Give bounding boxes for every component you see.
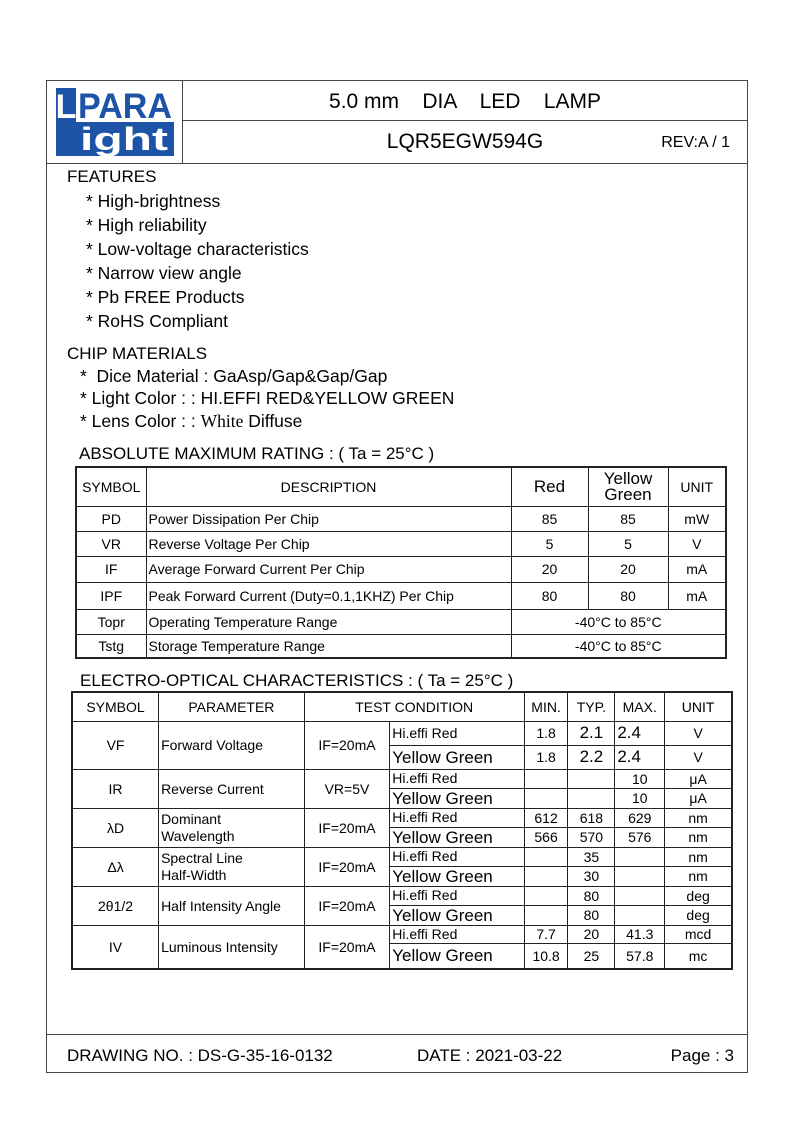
eo-min: [524, 788, 568, 808]
abs-hdr-red: Red: [511, 467, 588, 506]
eo-hi-label: Hi.effi Red: [390, 847, 524, 866]
eo-header-row: [72, 692, 732, 721]
eo-hdr-typ: TYP.: [568, 692, 615, 721]
eo-unit: nm: [665, 847, 732, 866]
eo-max: [615, 866, 665, 886]
eo-min: 1.8: [524, 721, 568, 745]
eo-symbol: λD: [72, 808, 159, 847]
abs-hdr-green: Green: [604, 484, 652, 504]
eo-symbol: Δλ: [72, 847, 159, 886]
abs-red: 85: [511, 506, 588, 531]
eo-yg-label: Yellow Green: [390, 943, 524, 969]
table-row: [76, 556, 726, 582]
table-row: [72, 886, 732, 905]
eo-min: 10.8: [524, 943, 568, 969]
abs-symbol: PD: [76, 506, 146, 531]
eo-max: 41.3: [615, 925, 665, 943]
eo-typ: [568, 788, 615, 808]
eo-symbol: IR: [72, 769, 159, 808]
eo-max: 10: [615, 788, 665, 808]
eo-max: 2.4: [615, 721, 665, 745]
eo-parameter: Half Intensity Angle: [159, 886, 305, 925]
abs-hdr-yellow-green: [588, 467, 668, 506]
eo-parameter: Reverse Current: [159, 769, 305, 808]
abs-symbol: Topr: [76, 609, 146, 634]
eo-condition: IF=20mA: [304, 808, 390, 847]
abs-unit: V: [668, 531, 726, 556]
eo-max: 629: [615, 808, 665, 827]
table-row: [72, 808, 732, 827]
table-row: [72, 925, 732, 943]
table-row: [76, 609, 726, 634]
eo-hi-label: Hi.effi Red: [390, 808, 524, 827]
eo-max: 57.8: [615, 943, 665, 969]
feature-item: * Low-voltage characteristics: [86, 239, 309, 259]
eo-min: 612: [524, 808, 568, 827]
drawing-number: DRAWING NO. : DS-G-35-16-0132: [67, 1046, 333, 1065]
abs-max-table: [75, 466, 727, 659]
abs-range: -40°C to 85°C: [511, 609, 726, 634]
abs-range: -40°C to 85°C: [511, 634, 726, 658]
eo-typ: 2.1: [568, 721, 615, 745]
abs-yg: 80: [588, 582, 668, 609]
eo-unit: nm: [665, 808, 732, 827]
eo-hdr-unit: UNIT: [665, 692, 732, 721]
eo-yg-label: Yellow Green: [390, 827, 524, 847]
abs-hdr-yellow: Yellow: [603, 468, 653, 488]
logo-L-letter: L: [56, 88, 77, 126]
eo-min: [524, 866, 568, 886]
eo-min: [524, 769, 568, 788]
abs-hdr-unit: UNIT: [668, 467, 726, 506]
eo-hi-label: Hi.effi Red: [390, 886, 524, 905]
eo-max: [615, 905, 665, 925]
eo-hdr-parameter: PARAMETER: [159, 692, 305, 721]
abs-description: Average Forward Current Per Chip: [146, 556, 511, 582]
logo-para-text: PARA: [78, 87, 172, 126]
eo-param-line1: Spectral Line: [161, 849, 243, 866]
footer-top-line: [46, 1034, 748, 1035]
abs-symbol: IPF: [76, 582, 146, 609]
eo-unit: mcd: [665, 925, 732, 943]
eo-max: 2.4: [615, 745, 665, 769]
table-row: [76, 506, 726, 531]
table-row: [72, 847, 732, 866]
eo-unit: μA: [665, 788, 732, 808]
eo-min: [524, 905, 568, 925]
eo-max: 576: [615, 827, 665, 847]
eo-max: 10: [615, 769, 665, 788]
feature-item: * High-brightness: [86, 191, 221, 211]
eo-typ: 618: [568, 808, 615, 827]
table-row: [72, 721, 732, 745]
lens-prefix: * Lens Color : :: [80, 411, 201, 431]
abs-red: 80: [511, 582, 588, 609]
abs-symbol: VR: [76, 531, 146, 556]
page-number: Page : 3: [670, 1046, 734, 1065]
eo-unit: nm: [665, 866, 732, 886]
eo-typ: 25: [568, 943, 615, 969]
eo-unit: deg: [665, 905, 732, 925]
product-title: 5.0 mm DIA LED LAMP: [329, 90, 601, 113]
document-date: DATE : 2021-03-22: [417, 1046, 563, 1065]
eo-typ: [568, 769, 615, 788]
eo-hi-label: Hi.effi Red: [390, 925, 524, 943]
feature-item: * High reliability: [86, 215, 207, 235]
eo-typ: 30: [568, 866, 615, 886]
chip-heading: CHIP MATERIALS: [67, 344, 208, 363]
eo-condition: IF=20mA: [304, 721, 390, 769]
abs-yg: 85: [588, 506, 668, 531]
abs-unit: mA: [668, 556, 726, 582]
table-row: [72, 769, 732, 788]
abs-description: Reverse Voltage Per Chip: [146, 531, 511, 556]
eo-unit: deg: [665, 886, 732, 905]
light-color: * Light Color : : HI.EFFI RED&YELLOW GREEN: [80, 388, 455, 408]
logo-ight-text: ight: [80, 121, 169, 156]
eo-min: [524, 847, 568, 866]
table-row: [76, 634, 726, 658]
abs-unit: mW: [668, 506, 726, 531]
eo-hdr-symbol: SYMBOL: [72, 692, 159, 721]
eo-min: [524, 886, 568, 905]
eo-condition: IF=20mA: [304, 886, 390, 925]
header-bottom-line: [46, 163, 748, 164]
eo-param-line2: Wavelength: [161, 827, 235, 844]
eo-typ: 20: [568, 925, 615, 943]
lens-suffix: Diffuse: [243, 411, 303, 431]
lens-white: White: [200, 411, 244, 431]
abs-hdr-symbol: SYMBOL: [76, 467, 146, 506]
eo-parameter: Luminous Intensity: [159, 925, 305, 969]
eo-param-line2: Half-Width: [161, 866, 227, 883]
eo-yg-label: Yellow Green: [390, 788, 524, 808]
abs-description: Power Dissipation Per Chip: [146, 506, 511, 531]
eo-symbol: 2θ1/2: [72, 886, 159, 925]
feature-item: * Pb FREE Products: [86, 287, 245, 307]
abs-symbol: Tstg: [76, 634, 146, 658]
dice-material: * Dice Material : GaAsp/Gap&Gap/Gap: [80, 366, 388, 386]
eo-typ: 80: [568, 886, 615, 905]
eo-unit: nm: [665, 827, 732, 847]
feature-item: * Narrow view angle: [86, 263, 242, 283]
feature-item: * RoHS Compliant: [86, 311, 228, 331]
eo-unit: mc: [665, 943, 732, 969]
eo-max: [615, 847, 665, 866]
eo-hdr-test: TEST CONDITION: [304, 692, 524, 721]
abs-description: Operating Temperature Range: [146, 609, 511, 634]
eo-typ: 570: [568, 827, 615, 847]
eo-yg-label: Yellow Green: [390, 866, 524, 886]
eo-yg-label: Yellow Green: [390, 745, 524, 769]
eo-parameter: [159, 808, 305, 847]
eo-typ: 2.2: [568, 745, 615, 769]
abs-red: 5: [511, 531, 588, 556]
eo-max: [615, 886, 665, 905]
part-number: LQR5EGW594G: [386, 130, 544, 153]
eo-min: 7.7: [524, 925, 568, 943]
eo-typ: 80: [568, 905, 615, 925]
abs-yg: 20: [588, 556, 668, 582]
header-divider: [182, 120, 748, 121]
eo-table: [71, 691, 733, 970]
table-row: [76, 531, 726, 556]
eo-parameter: Forward Voltage: [159, 721, 305, 769]
abs-description: Storage Temperature Range: [146, 634, 511, 658]
eo-param-line1: Dominant: [161, 810, 221, 827]
eo-condition: IF=20mA: [304, 925, 390, 969]
eo-unit: μA: [665, 769, 732, 788]
abs-red: 20: [511, 556, 588, 582]
eo-unit: V: [665, 721, 732, 745]
abs-header-row: [76, 467, 726, 506]
eo-hi-label: Hi.effi Red: [390, 769, 524, 788]
eo-symbol: VF: [72, 721, 159, 769]
eo-heading: ELECTRO-OPTICAL CHARACTERISTICS : ( Ta = 25°C ): [80, 671, 514, 690]
abs-hdr-description: DESCRIPTION: [146, 467, 511, 506]
eo-condition: IF=20mA: [304, 847, 390, 886]
abs-max-heading: ABSOLUTE MAXIMUM RATING : ( Ta = 25°C ): [79, 444, 435, 463]
eo-min: 566: [524, 827, 568, 847]
abs-unit: mA: [668, 582, 726, 609]
eo-hdr-min: MIN.: [524, 692, 568, 721]
eo-yg-label: Yellow Green: [390, 905, 524, 925]
eo-min: 1.8: [524, 745, 568, 769]
lens-color: [80, 411, 302, 432]
eo-condition: VR=5V: [304, 769, 390, 808]
eo-typ: 35: [568, 847, 615, 866]
abs-description: Peak Forward Current (Duty=0.1,1KHZ) Per Chip: [146, 582, 511, 609]
table-row: [76, 582, 726, 609]
eo-symbol: IV: [72, 925, 159, 969]
revision: REV:A / 1: [661, 134, 730, 151]
eo-hdr-max: MAX.: [615, 692, 665, 721]
eo-unit: V: [665, 745, 732, 769]
features-heading: FEATURES: [67, 167, 157, 186]
abs-symbol: IF: [76, 556, 146, 582]
abs-yg: 5: [588, 531, 668, 556]
eo-hi-label: Hi.effi Red: [390, 721, 524, 745]
eo-parameter: [159, 847, 305, 886]
paralight-logo: [56, 86, 174, 156]
